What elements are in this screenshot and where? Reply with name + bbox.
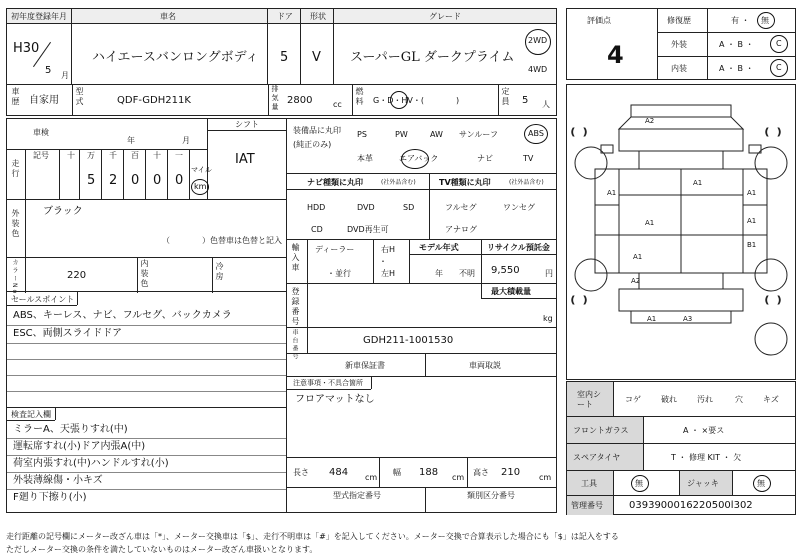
sales-points-label: セールスポイント xyxy=(11,295,75,304)
capacity-label: 定員 xyxy=(501,87,510,107)
inspection-year-unit: 年 xyxy=(127,136,135,145)
displacement-value: 2800 xyxy=(287,95,313,106)
max-load-label: 最大積載量 xyxy=(491,287,531,296)
chassis-value: GDH211-1001530 xyxy=(363,335,454,346)
sales-points xyxy=(6,291,287,408)
height-label: 高さ xyxy=(473,468,489,477)
height-unit: cm xyxy=(539,473,552,482)
digit-1: 5 xyxy=(87,173,96,188)
model-year-value: 不明 xyxy=(459,269,475,278)
svg-text:( ): ( ) xyxy=(765,296,782,306)
month-unit: 月 xyxy=(61,71,69,80)
equip-abs: ABS xyxy=(528,129,544,138)
import-dealer: ディーラー xyxy=(315,245,355,254)
shape-cell xyxy=(300,23,334,85)
seat-block xyxy=(566,381,796,417)
digit-2: 2 xyxy=(109,173,118,188)
car-outline-svg xyxy=(567,85,795,379)
drive-2wd: 2WD xyxy=(528,36,548,45)
import-block xyxy=(286,239,557,284)
recycle-unit: 円 xyxy=(545,269,553,278)
jack-label: ジャッキ xyxy=(687,479,719,488)
rear-window-shape xyxy=(639,273,723,289)
max-load-unit: kg xyxy=(543,314,553,323)
shape-value: V xyxy=(312,50,321,65)
mark-5: A1 xyxy=(747,189,757,197)
inspection-month-unit: 月 xyxy=(182,136,190,145)
front-bumper-shape xyxy=(631,105,731,117)
model-value: ハイエースバンロングボディ xyxy=(92,50,259,65)
equip-sunroof: サンルーフ xyxy=(459,130,498,139)
mile-label: マイル xyxy=(191,166,212,174)
seat-scratch: キズ xyxy=(763,395,779,404)
tools-label: 工具 xyxy=(581,479,597,488)
repair-selected: 無 xyxy=(761,16,769,25)
mgmt-block xyxy=(566,495,796,515)
mileage-label: 走行 xyxy=(11,159,20,179)
grade-cell xyxy=(333,23,557,85)
import-label: 輸入車 xyxy=(291,243,300,273)
fuel-circle xyxy=(390,91,408,109)
footer-line-2: ただしメーター交換の条件を満たしていないものはメーター改ざん車扱いとなります。 xyxy=(6,545,318,554)
chassis-block xyxy=(286,327,557,361)
front-panel-shape xyxy=(619,129,743,151)
capacity-unit: 人 xyxy=(542,100,550,109)
new-car-warranty: 新車保証書 xyxy=(345,361,385,370)
note-line-4: 外装薄線傷・小キズ xyxy=(13,475,103,486)
exterior-score-label: 外装 xyxy=(671,40,687,49)
mgmt-label: 管理番号 xyxy=(571,501,603,510)
mark-6: A1 xyxy=(747,217,757,225)
hood-shape xyxy=(619,117,743,129)
inspection-notes xyxy=(6,407,287,513)
mileage-symbol-label: 記号 xyxy=(33,151,49,160)
navi-cd: CD xyxy=(311,225,323,234)
seat-hole: 穴 xyxy=(735,395,743,404)
equip-ps: PS xyxy=(357,130,367,139)
score-value: 4 xyxy=(607,41,624,69)
mark-11: A1 xyxy=(647,315,657,323)
digit-4: 0 xyxy=(153,173,162,188)
mark-2: A1 xyxy=(607,189,617,197)
usage-label: 車歴 xyxy=(11,87,20,107)
chassis-label: 車台番号 xyxy=(291,329,298,361)
unit-ichi: 一 xyxy=(175,151,183,160)
model-year-label: モデル年式 xyxy=(419,243,459,252)
interior-color-label: 内装色 xyxy=(140,259,149,289)
type-cert-block xyxy=(286,487,557,513)
unit-sen: 千 xyxy=(109,151,117,160)
length-unit: cm xyxy=(365,473,378,482)
score-block xyxy=(566,8,796,80)
door-header xyxy=(267,8,301,24)
seat-label: 室内シート xyxy=(577,390,601,410)
wheel-fl-shape xyxy=(575,147,607,179)
windshield-shape xyxy=(639,151,723,169)
km-label: km xyxy=(194,182,207,191)
length-value: 484 xyxy=(329,467,349,478)
digit-3: 0 xyxy=(131,173,140,188)
door-label: ドア xyxy=(277,12,293,21)
shape-header xyxy=(300,8,334,24)
ac-label: 冷房 xyxy=(215,262,224,282)
interior-score-label: 内装 xyxy=(671,64,687,73)
registration-block xyxy=(286,283,557,328)
glass-block xyxy=(566,416,796,444)
glass-label: フロントガラス xyxy=(573,426,629,435)
mark-4: A1 xyxy=(645,219,655,227)
navi-dvd: DVD xyxy=(357,203,375,212)
equip-leather: 本革 xyxy=(357,154,373,163)
exterior-score-selected: C xyxy=(776,39,782,48)
grade-label: グレード xyxy=(429,12,461,21)
caution-label: 注意事項・不具合箇所 xyxy=(293,379,363,387)
navi-hdd: HDD xyxy=(307,203,326,212)
exterior-value: ブラック xyxy=(43,206,83,217)
spare-label: スペアタイヤ xyxy=(573,453,621,462)
equip-airbag: エアバック xyxy=(399,154,439,163)
grade-header xyxy=(333,8,557,24)
grade-value: スーパーGL ダークプライム xyxy=(350,50,515,65)
import-left-h: 左H xyxy=(381,269,396,278)
color-no-label: カラーNo. xyxy=(11,259,18,299)
tools-value: 無 xyxy=(635,479,643,488)
svg-text:( ): ( ) xyxy=(571,128,588,138)
registration-label: 登録番号 xyxy=(291,287,300,327)
equip-aw: AW xyxy=(430,130,443,139)
tools-block xyxy=(566,470,796,496)
wheel-fr-shape xyxy=(755,147,787,179)
model-cell xyxy=(71,23,268,85)
shape-label: 形状 xyxy=(310,12,326,21)
equip-tv: TV xyxy=(523,154,534,163)
repair-label: 修復歴 xyxy=(667,16,691,25)
row-usage xyxy=(6,84,557,116)
tv-analog: アナログ xyxy=(445,225,477,234)
car-diagram xyxy=(566,84,796,380)
equipment-sub: (純正のみ) xyxy=(293,140,332,149)
rear-panel-shape xyxy=(619,289,743,311)
recycle-label: リサイクル預託金 xyxy=(487,243,550,252)
category-label: 類別区分番号 xyxy=(467,491,515,500)
navi-sub: (社外品含む) xyxy=(381,179,416,186)
note-line-1: ミラーA、天張りすれ(中) xyxy=(13,424,128,435)
left-side-shape xyxy=(595,169,619,273)
model-header xyxy=(71,8,268,24)
model-label: 車名 xyxy=(160,12,176,21)
wheel-rl-shape xyxy=(575,259,607,291)
equipment-block xyxy=(286,118,557,174)
tv-fullseg: フルセグ xyxy=(445,203,477,212)
shift-value: IAT xyxy=(235,152,255,167)
length-label: 長さ xyxy=(293,468,309,477)
unit-ten-thousands: 十 xyxy=(67,151,75,160)
inspection-notes-label: 検査記入欄 xyxy=(11,410,51,419)
unit-hyaku: 百 xyxy=(131,151,139,160)
inspection-label: 車検 xyxy=(33,128,49,137)
footer-line-1: 走行距離の記号欄にメーター改ざん車は「*」、メーター交換車は「$」、走行不明車は「#」を記入してください。メーター交換で合算表示した場合にも「$」は記入をする xyxy=(6,532,619,541)
width-unit: cm xyxy=(452,473,465,482)
width-label: 幅 xyxy=(393,468,401,477)
auction-sheet xyxy=(6,8,796,528)
mark-8: A1 xyxy=(633,253,643,261)
tv-sub: (社外品含む) xyxy=(509,179,544,186)
fuel-value: G・D・HV・( ) xyxy=(373,96,460,105)
note-line-2: 運転席すれ(小)ドア内張A(中) xyxy=(13,441,146,452)
left-info-block xyxy=(6,118,287,299)
recycle-value: 9,550 xyxy=(491,265,520,276)
spare-wheel-shape xyxy=(755,323,787,355)
door-cell xyxy=(267,23,301,85)
year-label: 初年度登録年月 xyxy=(11,12,67,21)
navi-label: ナビ種類に丸印 xyxy=(307,178,363,187)
month-value: 5 xyxy=(45,65,52,76)
mark-9: A2 xyxy=(631,277,641,285)
model-year-year: 年 xyxy=(435,269,443,278)
mark-7: B1 xyxy=(747,241,757,249)
caution-value: フロアマットなし xyxy=(295,394,375,405)
type-label: 型式 xyxy=(75,87,84,107)
sales-line-1: ABS、キーレス、ナビ、フルセグ、バックカメラ xyxy=(13,310,232,321)
import-dot: ・ xyxy=(379,257,387,266)
spare-value: T ・ 修理 KIT ・ 欠 xyxy=(671,453,742,462)
equipment-label: 装備品に丸印 xyxy=(293,126,341,135)
width-value: 188 xyxy=(419,467,439,478)
equip-navi: ナビ xyxy=(477,154,493,163)
fuel-label: 燃料 xyxy=(355,87,364,107)
repair-options: 有 ・ xyxy=(731,16,750,25)
wheel-rr-shape xyxy=(755,259,787,291)
year-header xyxy=(6,8,72,24)
seat-dirt: 汚れ xyxy=(697,395,713,404)
seat-burn: コゲ xyxy=(625,395,641,404)
capacity-value: 5 xyxy=(522,95,529,106)
exterior-score-options: A ・ B ・ xyxy=(719,40,754,49)
tv-oneseg: ワンセグ xyxy=(503,203,535,212)
seat-tear: 破れ xyxy=(661,395,677,404)
warranty-block xyxy=(286,353,557,377)
navi-dvd-play: DVD再生可 xyxy=(347,225,389,234)
import-parallel: ・並行 xyxy=(327,269,351,278)
year-value: H30 xyxy=(13,41,40,56)
mgmt-value: 0393900016220500l302 xyxy=(629,500,753,511)
exterior-note: （ ）色替車は色替と記入 xyxy=(162,236,282,245)
usage-value: 自家用 xyxy=(29,95,59,106)
svg-text:( ): ( ) xyxy=(765,128,782,138)
equip-pw: PW xyxy=(395,130,408,139)
mark-3: A1 xyxy=(693,179,703,187)
glass-value: A ・ ×要ス xyxy=(683,426,725,435)
mark-10: A3 xyxy=(683,315,693,323)
type-value: QDF-GDH211K xyxy=(117,95,191,106)
sales-line-2: ESC、両側スライドドア xyxy=(13,328,123,339)
svg-text:( ): ( ) xyxy=(571,296,588,306)
color-no-value: 220 xyxy=(67,270,87,281)
score-label: 評価点 xyxy=(587,16,611,25)
import-right-h: 右H xyxy=(381,245,396,254)
displacement-unit: cc xyxy=(333,100,342,109)
note-line-3: 荷室内張すれ(中)ハンドルすれ(小) xyxy=(13,458,169,469)
jack-value: 無 xyxy=(757,479,765,488)
caution-block xyxy=(286,376,557,458)
damage-marks xyxy=(607,117,756,323)
exterior-label: 外装色 xyxy=(11,209,20,239)
unit-man: 万 xyxy=(87,151,95,160)
type-cert-label: 型式指定番号 xyxy=(333,491,381,500)
interior-score-options: A ・ B ・ xyxy=(719,64,754,73)
door-value: 5 xyxy=(280,50,289,65)
navi-sd: SD xyxy=(403,203,415,212)
tv-label: TV種類に丸印 xyxy=(439,178,491,187)
spare-block xyxy=(566,443,796,471)
navi-tv-block xyxy=(286,173,557,240)
interior-score-selected: C xyxy=(776,63,782,72)
dimensions-block xyxy=(286,457,557,488)
drive-4wd: 4WD xyxy=(528,65,548,74)
car-manual: 車両取説 xyxy=(469,361,501,370)
digit-5: 0 xyxy=(175,173,184,188)
shift-label: シフト xyxy=(235,120,259,129)
note-line-5: F廻り下擦り(小) xyxy=(13,492,87,503)
rear-bumper-shape xyxy=(631,311,731,323)
year-cell xyxy=(6,23,72,85)
height-value: 210 xyxy=(501,467,521,478)
unit-juu: 十 xyxy=(153,151,161,160)
mark-1: A2 xyxy=(645,117,655,125)
displacement-label: 排気量 xyxy=(271,85,279,112)
